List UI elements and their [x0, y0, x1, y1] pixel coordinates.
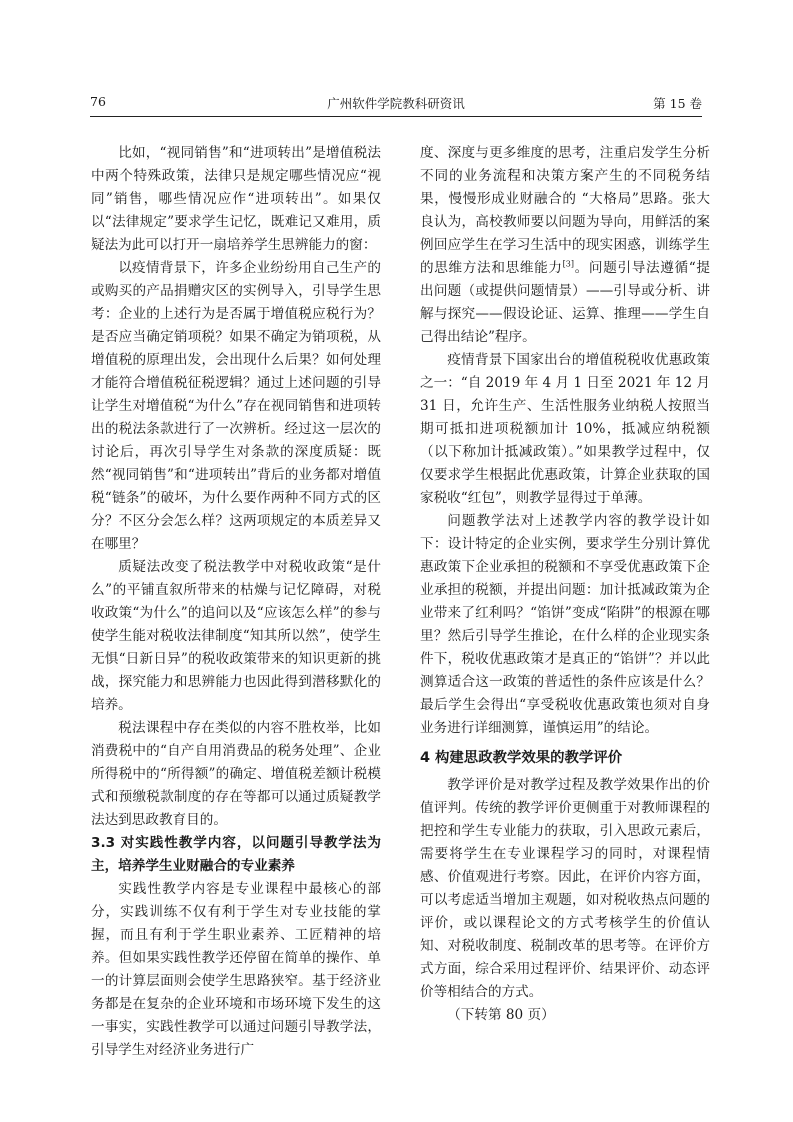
right-column	[420, 142, 710, 1027]
paragraph: 实践性教学内容是专业课程中最核心的部分，实践训练不仅有利于学生对专业技能的掌握，而且有利于学生职业素养、工匠精神的培养。但如果实践性教学还停留在简单的操作、单一的计算层面则会使学生思路狭窄。基于经济业务都是在复杂的企业环境和市场环境下发生的这一事实，实践性教学可以通过问题引导教学法，引导学生对经济业务进行广	[91, 881, 381, 1058]
paragraph: 税法课程中存在类似的内容不胜枚举，比如消费税中的“自产自用消费品的税务处理”、企业所得税中的“所得额”的确定、增值税差额计税模式和预缴税款制度的存在等都可以通过质疑教学法达到思政教育目的。	[91, 720, 381, 828]
volume-label: 第 15 卷	[653, 96, 702, 111]
paragraph: 疫情背景下国家出台的增值税税收优惠政策之一：“自 2019 年 4 月 1 日至 2021 年 12 月 31 日，允许生产、生活性服务业纳税人按照当期可抵扣进项税额加计 10%，抵减应纳税额（以下称加计抵减政策）。”如果教学过程中，仅仅要求学生根据此优惠政策，计算企业获取的国家税收“红包”，则教学显得过于单薄。	[420, 352, 710, 506]
paragraph: 比如，“视同销售”和“进项转出”是增值税法中两个特殊政策，法律只是规定哪些情况应“视同”销售，哪些情况应作“进项转出”。如果仅以“法律规定”要求学生记忆，既难记又难用，质疑法为此可以打开一扇培养学生思辨能力的窗：	[91, 145, 381, 253]
paragraph	[420, 142, 710, 349]
paragraph-text: 度、深度与更多维度的思考，注重启发学生分析不同的业务流程和决策方案产生的不同税务结果，慢慢形成业财融合的 “大格局”思路。张大良认为，高校教师要以问题为导向，用鲜活的案例回应学生在学习生活中的现实困惑，训练学生的思维方法和思维能力	[420, 145, 710, 276]
section-heading-3-3: 3.3 对实践性教学内容，以问题引导教学法为主，培养学生业财融合的专业素养	[91, 835, 381, 874]
citation-ref: [3]	[562, 259, 574, 269]
journal-title: 广州软件学院教科研资讯	[327, 96, 465, 111]
page-number: 76	[90, 94, 106, 109]
left-column	[91, 142, 381, 1062]
continued-note: （下转第 80 页）	[447, 1007, 555, 1023]
running-header	[90, 94, 702, 114]
header-rule	[90, 116, 702, 117]
paragraph-text: 。问题引导法遵循“提出问题（或提供问题情景）——引导或分析、讲解与探究——假设论证、运算、推理——学生自己得出结论”程序。	[420, 260, 711, 345]
paragraph: 问题教学法对上述教学内容的教学设计如下：设计特定的企业实例，要求学生分别计算优惠政策下企业承担的税额和不享受优惠政策下企业承担的税额，并提出问题：加计抵减政策为企业带来了红利吗？“馅饼”变成“陷阱”的根源在哪里？然后引导学生推论，在什么样的企业现实条件下，税收优惠政策才是真正的“馅饼”？并以此测算适合这一政策的普适性的条件应该是什么？最后学生会得出“享受税收优惠政策也须对自身业务进行详细测算，谨慎运用”的结论。	[420, 513, 710, 736]
paragraph: 以疫情背景下，许多企业纷纷用自己生产的或购买的产品捐赠灾区的实例导入，引导学生思考：企业的上述行为是否属于增值税应税行为？是否应当确定销项税？如果不确定为销项税，从增值税的原理出发，会出现什么后果？如何处理才能符合增值税征税逻辑？通过上述问题的引导让学生对增值税“为什么”存在视同销售和进项转出的税法条款进行了一次辨析。经过这一层次的讨论后，再次引导学生对条款的深度质疑：既然“视同销售”和“进项转出”背后的业务都对增值税“链条”的破坏，为什么要作两种不同方式的区分？不区分会怎么样？这两项规定的本质差异又在哪里？	[91, 260, 381, 552]
section-heading-4: 4 构建思政教学效果的教学评价	[420, 750, 623, 766]
paragraph: 质疑法改变了税法教学中对税收政策“是什么”的平铺直叙所带来的枯燥与记忆障碍，对税收政策“为什么”的追问以及“应该怎么样”的参与使学生能对税收法律制度“知其所以然”，使学生无惧“日新日异”的税收政策带来的知识更新的挑战，探究能力和思辨能力也因此得到潜移默化的培养。	[91, 559, 381, 713]
paragraph: 教学评价是对教学过程及教学效果作出的价值评判。传统的教学评价更侧重于对教师课程的把控和学生专业能力的获取，引入思政元素后，需要将学生在专业课程学习的同时，对课程情感、价值观进行考察。因此，在评价内容方面，可以考虑适当增加主观题，如对税收热点问题的评价，或以课程论文的方式考核学生的价值认知、对税收制度、税制改革的思考等。在评价方式方面，综合采用过程评价、结果评价、动态评价等相结合的方式。	[420, 777, 710, 1000]
